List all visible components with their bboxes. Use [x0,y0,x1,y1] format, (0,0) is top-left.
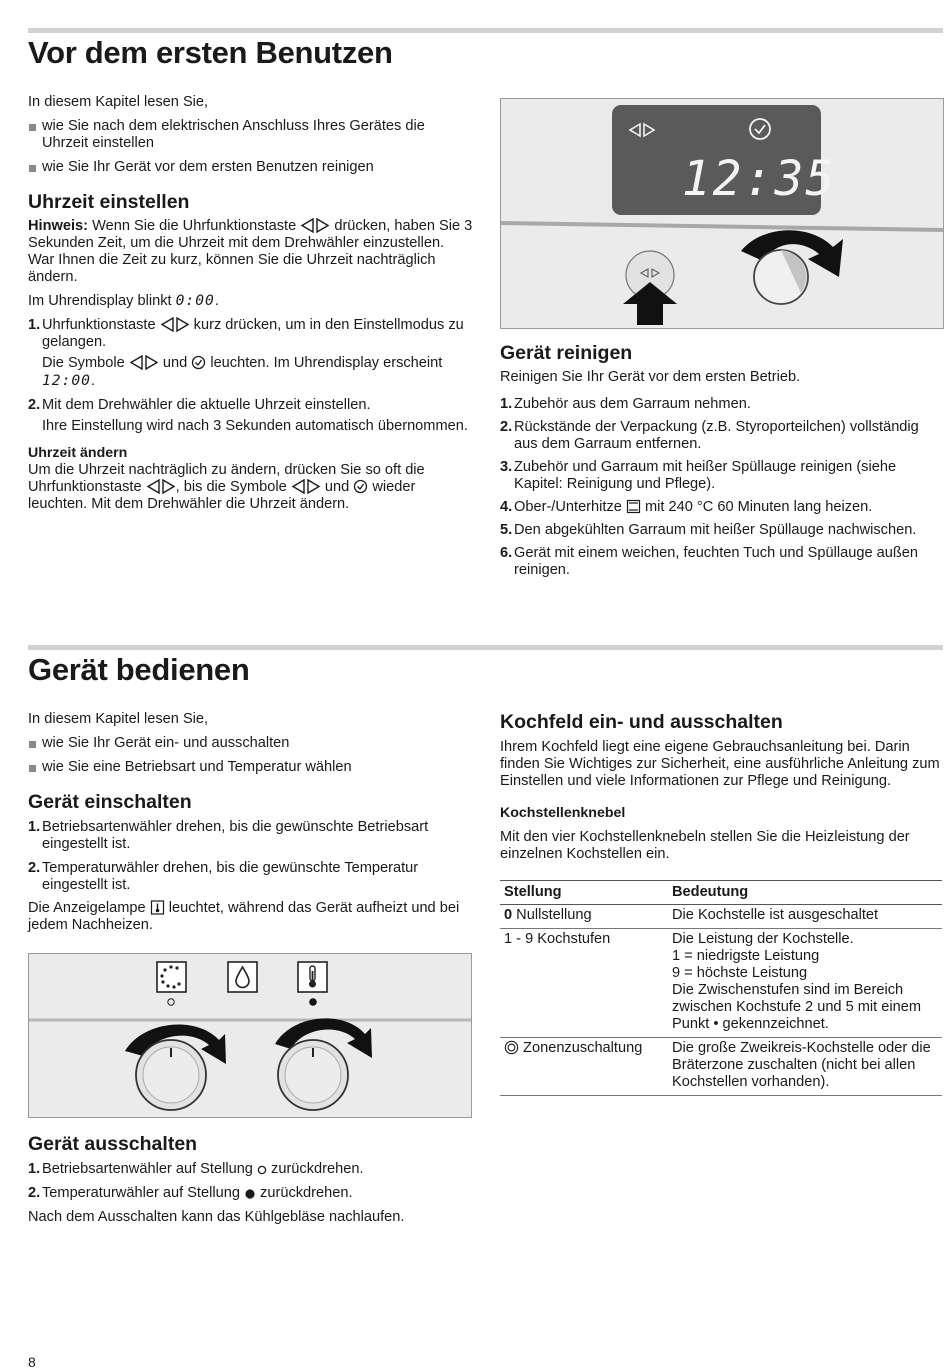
step-number: 2. [500,419,513,435]
chapter-title: Vor dem ersten Benutzen [28,35,393,70]
step-number: 2. [28,397,41,413]
dual-zone-icon [504,1040,519,1055]
step-text: Zubehör aus dem Garraum nehmen. [514,396,751,412]
step-number: 2. [28,860,41,876]
stellung-cell [500,1038,668,1096]
display-value: 0:00 [175,292,215,309]
step-item [28,1161,473,1178]
clock-display-figure [500,98,944,329]
text-run: und [320,479,354,495]
oven-control-illustration [501,99,943,328]
clock-icon [353,479,368,494]
step-item [500,545,942,579]
bedeutung-text: Die Kochstelle ist ausgeschaltet [672,907,879,923]
intro-text: In diesem Kapitel lesen Sie, [28,711,209,727]
bedeutung-cell [668,905,942,929]
text-run: Wenn Sie die Uhrfunktionstaste [88,218,301,234]
step-text: Rückstände der Verpackung (z.B. Styroporteilchen) vollständig aus dem Garraum entfernen. [514,419,919,452]
list-item: wie Sie Ihr Gerät vor dem ersten Benutzen reinigen [28,159,473,176]
step-item [500,522,942,539]
table-row [500,929,942,1038]
text-run: Die Symbole [42,355,129,371]
zero-symbol: 0 [504,907,513,923]
intro-text: Ihrem Kochfeld liegt eine eigene Gebrauchsanleitung bei. Darin finden Sie Wichtiges zur Sicherheit, eine ausführliche Anleitung zum Einstellen und viele Informationen zur Pflege und Reinigung. [500,739,940,789]
step-number: 4. [500,499,513,515]
intro-text: In diesem Kapitel lesen Sie, [28,94,209,110]
step-number: 1. [28,317,41,333]
text-run: Uhrfunktionstaste [42,317,160,333]
kochfeld-column [500,710,942,1096]
section2-left-column [28,711,473,934]
ausschalten-block [28,1132,473,1226]
step-text: Temperaturwähler auf Stellung [42,1185,244,1201]
off-position-marker [309,998,317,1006]
list-item: wie Sie eine Betriebsart und Temperatur wählen [28,759,473,776]
off-position-marker [168,999,174,1005]
change-paragraph [28,462,473,513]
thermometer-lamp-icon [150,900,165,915]
table-row [500,905,942,929]
chapter-title: Gerät bedienen [28,652,250,687]
step-number: 1. [500,396,513,412]
temperature-knob [278,1040,348,1110]
clock-function-key-icon [300,218,330,233]
oven-knobs-illustration [29,954,471,1117]
clock-function-key-icon [129,355,159,370]
text-run: Die Anzeigelampe [28,900,150,916]
column-header: Stellung [500,881,668,905]
note-paragraph [28,218,473,286]
step-text: zurückdrehen. [256,1185,353,1201]
operating-mode-icon [157,962,186,992]
text-run: leuchtet, während das Gerät aufheizt und bei jedem Nachheizen. [28,900,460,933]
text-run: drücken, haben Sie 3 Sekunden Zeit, um die Uhrzeit mit dem Drehwähler einzustellen. War Ihnen die Zeit zu kurz, können Sie die Uhrzeit nachträglich ändern. [28,218,473,285]
section1-left-column [28,94,473,513]
section1-right-column [500,341,942,579]
section-divider [28,28,943,33]
top-bottom-heat-icon [626,499,641,514]
section-heading: Uhrzeit einstellen [28,191,190,213]
clock-function-key-icon [160,317,190,332]
kochstellen-table [500,880,942,1096]
clock-function-key-icon [146,479,176,494]
step-item [500,459,942,493]
stellung-text: 1 - 9 Kochstufen [504,931,611,947]
text-run: Um die Uhrzeit nachträglich zu ändern, drücken Sie so oft die Uhrfunktionstaste [28,462,425,495]
step-text: Betriebsartenwähler drehen, bis die gewünschte Betriebsart eingestellt ist. [42,819,429,852]
text-run: , bis die Symbole [175,479,291,495]
off-position-dot-icon [244,1186,256,1200]
column-header: Bedeutung [668,881,942,905]
page-number: 8 [28,1354,36,1370]
bedeutung-text: Die Zwischenstufen sind im Bereich zwischen Kochstufe 2 und 5 mit einem Punkt • gekennzeichnet. [672,982,922,1032]
step-number: 2. [28,1185,41,1201]
display-value: 12:00 [42,372,91,389]
text-run: kurz drücken, um in den Einstellmodus zu gelangen. [42,317,464,350]
text-run: . [90,373,95,389]
bedeutung-text: Die Leistung der Kochstelle. [672,931,854,947]
step-text: Temperaturwähler drehen, bis die gewünschte Temperatur eingestellt ist. [42,860,419,893]
after-text: Nach dem Ausschalten kann das Kühlgebläse nachlaufen. [28,1209,405,1225]
intro-text: Reinigen Sie Ihr Gerät vor dem ersten Betrieb. [500,369,801,385]
step-item [500,396,942,413]
subsection-heading: Kochstellenknebel [500,805,626,821]
step-number: 3. [500,459,513,475]
table-header-row [500,881,942,905]
section-heading: Gerät einschalten [28,791,192,813]
step-text: Zubehör und Garraum mit heißer Spüllauge reinigen (siehe Kapitel: Reinigung und Pflege). [514,459,897,492]
table-row [500,1038,942,1096]
step-item [500,499,942,516]
lamp-paragraph [28,900,473,934]
step-text: Gerät mit einem weichen, feuchten Tuch und Spüllauge außen reinigen. [514,545,919,578]
step-item [28,397,473,414]
thermometer-icon [298,962,327,992]
bedeutung-cell [668,929,942,1038]
step-text: Ober-/Unterhitze [514,499,626,515]
subsection-heading: Uhrzeit ändern [28,445,128,461]
step-number: 1. [28,819,41,835]
step-number: 1. [28,1161,41,1177]
list-item: wie Sie nach dem elektrischen Anschluss Ihres Gerätes die Uhrzeit einstellen [28,118,473,152]
stellung-cell [500,929,668,1038]
step-text: Den abgekühlten Garraum mit heißer Spüllauge nachwischen. [514,522,917,538]
drop-icon [228,962,257,992]
blink-paragraph [28,292,473,310]
stellung-text: Zonenzuschaltung [519,1040,643,1056]
stellung-cell [500,905,668,929]
step-number: 6. [500,545,513,561]
step-number: 5. [500,522,513,538]
bedeutung-text: 1 = niedrigste Leistung [672,948,820,964]
text-run: wieder leuchten. Mit dem Drehwähler die Uhrzeit ändern. [28,479,416,512]
text-run: Im Uhrendisplay blinkt [28,293,176,309]
step-text: Betriebsartenwähler auf Stellung [42,1161,257,1177]
step-item [28,860,473,894]
text-run: . [214,293,219,309]
text-run: Mit dem Drehwähler die aktuelle Uhrzeit einstellen. [42,397,371,413]
step-item [28,317,473,351]
section-heading: Gerät ausschalten [28,1133,198,1155]
operating-mode-knob [136,1040,206,1110]
step-item [28,1185,473,1202]
display-time: 12:35 [681,151,837,207]
list-item: wie Sie Ihr Gerät ein- und ausschalten [28,735,473,752]
knobs-figure [28,953,472,1118]
bedeutung-text: 9 = höchste Leistung [672,965,808,981]
section-divider [28,645,943,650]
note-label: Hinweis: [28,218,89,234]
text-run: leuchten. Im Uhrendisplay erscheint [206,355,443,371]
rotary-knob [754,250,808,304]
step-item [500,419,942,453]
step-result: Ihre Einstellung wird nach 3 Sekunden automatisch übernommen. [42,418,468,434]
bedeutung-text: Die große Zweikreis-Kochstelle oder die Bräterzone zuschalten (nicht bei allen Kochstellen vorhanden). [672,1040,931,1090]
clock-icon [191,355,206,370]
text-run: und [158,355,192,371]
off-position-icon [257,1162,267,1176]
step-result [28,355,473,390]
step-text: mit 240 °C 60 Minuten lang heizen. [640,499,873,515]
section-heading: Kochfeld ein- und ausschalten [500,711,783,733]
stellung-text: Nullstellung [512,907,592,923]
clock-function-key-icon [291,479,321,494]
step-item [28,819,473,853]
bedeutung-cell [668,1038,942,1096]
section-heading: Gerät reinigen [500,342,633,364]
knebel-text: Mit den vier Kochstellenknebeln stellen Sie die Heizleistung der einzelnen Kochstellen ein. [500,829,910,862]
step-text: zurückdrehen. [266,1161,364,1177]
